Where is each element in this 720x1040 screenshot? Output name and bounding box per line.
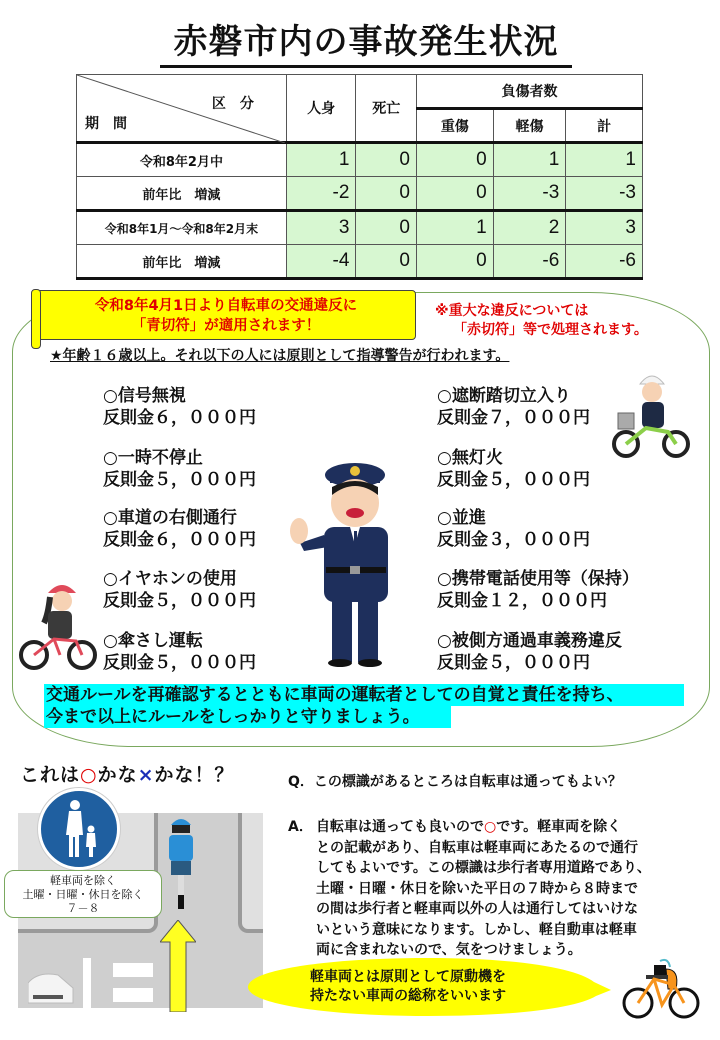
- cell-value: 1: [416, 211, 493, 245]
- cell-value: 0: [356, 245, 417, 279]
- answer-line: してもよいです。この標識は歩行者専用道路であり、: [316, 860, 651, 876]
- violation-item: [103, 507, 256, 551]
- circle-mark-icon: ○: [80, 764, 98, 786]
- violation-fine: 反則金５，０００円: [103, 653, 256, 673]
- direction-arrow-icon: [160, 920, 196, 1012]
- red-ticket-note: [435, 302, 648, 340]
- violation-name: ○一時不停止: [103, 448, 203, 468]
- violation-item: [437, 630, 622, 674]
- light-vehicle-definition: [310, 968, 506, 1006]
- header-shibo: 死亡: [356, 75, 417, 143]
- header-serious: 重傷: [416, 109, 493, 143]
- quiz-answer: [288, 817, 698, 961]
- cell-value: 0: [416, 143, 493, 177]
- car-icon: [28, 963, 78, 1008]
- cell-value: 1: [566, 143, 643, 177]
- sign-text-line-3: ７－８: [66, 902, 100, 915]
- accident-stats-table: [76, 74, 643, 280]
- racing-cyclist-illustration: [622, 955, 702, 1023]
- violation-item: [103, 385, 256, 429]
- table-row: [77, 211, 643, 245]
- violation-name: ○遮断踏切立入り: [437, 386, 571, 406]
- violation-fine: 反則金５，０００円: [103, 591, 256, 611]
- header-jinshin: 人身: [286, 75, 356, 143]
- violation-name: ○携帯電話使用等（保持）: [437, 569, 639, 589]
- bubble-line-1: 軽車両とは原則として原動機を: [310, 969, 506, 985]
- violation-fine: 反則金５，０００円: [103, 470, 256, 490]
- red-note-line-2: 「赤切符」等で処理されます。: [453, 322, 648, 338]
- sign-text-line-2: 土曜・日曜・休日を除く: [22, 888, 144, 901]
- row-label: 前年比 増減: [77, 177, 287, 211]
- quiz-question: Q．この標識があるところは自転車は通ってもよい？: [288, 774, 622, 790]
- cell-value: 3: [566, 211, 643, 245]
- violation-item: [437, 447, 590, 491]
- highlight-line-1: 交通ルールを再確認するとともに車両の運転者としての自覚と責任を持ち、: [44, 684, 684, 706]
- violation-fine: 反則金６，０００円: [103, 408, 256, 428]
- circle-mark-icon: ○: [484, 819, 497, 835]
- cell-value: 3: [286, 211, 356, 245]
- quiz-title: [20, 760, 235, 787]
- header-total: 計: [566, 109, 643, 143]
- table-corner-header: [77, 75, 287, 143]
- answer-prefix: A．: [288, 819, 313, 835]
- violation-fine: 反則金３，０００円: [437, 530, 590, 550]
- violation-item: [103, 630, 256, 674]
- cell-value: 0: [416, 245, 493, 279]
- pedestrian-only-sign-icon: [38, 788, 120, 870]
- auxiliary-sign-plate: [4, 870, 162, 918]
- violation-name: ○傘さし運転: [103, 631, 203, 651]
- violation-name: ○並進: [437, 508, 486, 528]
- table-row: [77, 143, 643, 177]
- violation-fine: 反則金５，０００円: [437, 470, 590, 490]
- violation-name: ○無灯火: [437, 448, 503, 468]
- cell-value: 1: [286, 143, 356, 177]
- quiz-title-a: これは: [20, 764, 81, 786]
- cell-value: -2: [286, 177, 356, 211]
- violation-fine: 反則金１２，０００円: [437, 591, 607, 611]
- answer-body: [288, 817, 698, 961]
- answer-line-tail: です。軽車両を除く: [496, 819, 622, 835]
- page-title: 赤磐市内の事故発生状況: [160, 22, 572, 68]
- row-label: 令和8年2月中: [77, 143, 287, 177]
- row-label: 令和8年1月～令和8年2月末: [77, 211, 287, 245]
- answer-line: [316, 817, 698, 838]
- answer-line: の間は歩行者と軽車両以外の人は通行してはいけな: [316, 901, 638, 917]
- violation-fine: 反則金５，０００円: [437, 653, 590, 673]
- cross-mark-icon: ×: [137, 764, 155, 786]
- age-note: ★年齢１６歳以上。それ以下の人には原則として指導警告が行われます。: [50, 348, 510, 364]
- answer-line-text: 自転車は通っても良いので: [316, 819, 484, 835]
- answer-line: 土曜・日曜・休日を除いた平日の７時から８時まで: [316, 880, 638, 897]
- cell-value: 0: [356, 177, 417, 211]
- table-row: [77, 177, 643, 211]
- violation-fine: 反則金６，０００円: [103, 530, 256, 550]
- helmet-cyclist-illustration: [18, 575, 98, 675]
- violation-name: ○信号無視: [103, 386, 186, 406]
- cell-value: 2: [493, 211, 566, 245]
- header-injured-count: 負傷者数: [416, 75, 642, 109]
- cell-value: -6: [566, 245, 643, 279]
- corner-label-period: 期間: [85, 116, 141, 132]
- quiz-title-c: かな！？: [154, 764, 235, 786]
- violation-name: ○被側方通過車義務違反: [437, 631, 622, 651]
- answer-line: いという意味になります。しかし、軽自動車は軽車: [316, 921, 637, 938]
- sign-text-line-1: 軽車両を除く: [50, 874, 116, 887]
- answer-line: との記載があり、自転車は軽車両にあたるので通行: [316, 839, 638, 856]
- bubble-line-2: 持たない車両の総称をいいます: [310, 988, 506, 1004]
- quiz-title-b: かな: [97, 764, 138, 786]
- cell-value: 0: [356, 143, 417, 177]
- banner-line-1: 令和8年4月1日より自転車の交通違反に: [94, 298, 358, 314]
- row-label: 前年比 増減: [77, 245, 287, 279]
- highlight-line-2: 今まで以上にルールをしっかりと守りましょう。: [44, 706, 451, 728]
- corner-label-category: 区分: [211, 96, 268, 112]
- sidewalk-block: [238, 813, 263, 933]
- table-row: [77, 245, 643, 279]
- answer-line: 両に含まれないので、気をつけましょう。: [316, 942, 582, 958]
- cell-value: 1: [493, 143, 566, 177]
- cell-value: 0: [356, 211, 417, 245]
- cell-value: -3: [493, 177, 566, 211]
- cell-value: -4: [286, 245, 356, 279]
- violation-item: [103, 447, 256, 491]
- lane-marking: [83, 958, 91, 1008]
- violation-item: [437, 507, 590, 551]
- student-cyclist-illustration: [612, 368, 694, 463]
- violation-item: [437, 385, 590, 429]
- header-minor: 軽傷: [493, 109, 566, 143]
- blue-ticket-banner: [36, 290, 416, 340]
- rule-reminder-highlight: [44, 684, 684, 728]
- crosswalk-stripe: [113, 963, 153, 977]
- violation-name: ○車道の右側通行: [103, 508, 237, 528]
- cell-value: -3: [566, 177, 643, 211]
- violation-item: [103, 568, 256, 612]
- cell-value: -6: [493, 245, 566, 279]
- violation-item: [437, 568, 639, 612]
- cell-value: 0: [416, 177, 493, 211]
- violation-fine: 反則金７，０００円: [437, 408, 590, 428]
- red-note-line-1: ※重大な違反については: [435, 303, 589, 319]
- violation-name: ○イヤホンの使用: [103, 569, 237, 589]
- banner-line-2: 「青切符」が適用されます！: [131, 318, 321, 334]
- child-cyclist-icon: [163, 813, 199, 913]
- police-officer-illustration: [290, 455, 425, 670]
- crosswalk-stripe: [113, 988, 153, 1002]
